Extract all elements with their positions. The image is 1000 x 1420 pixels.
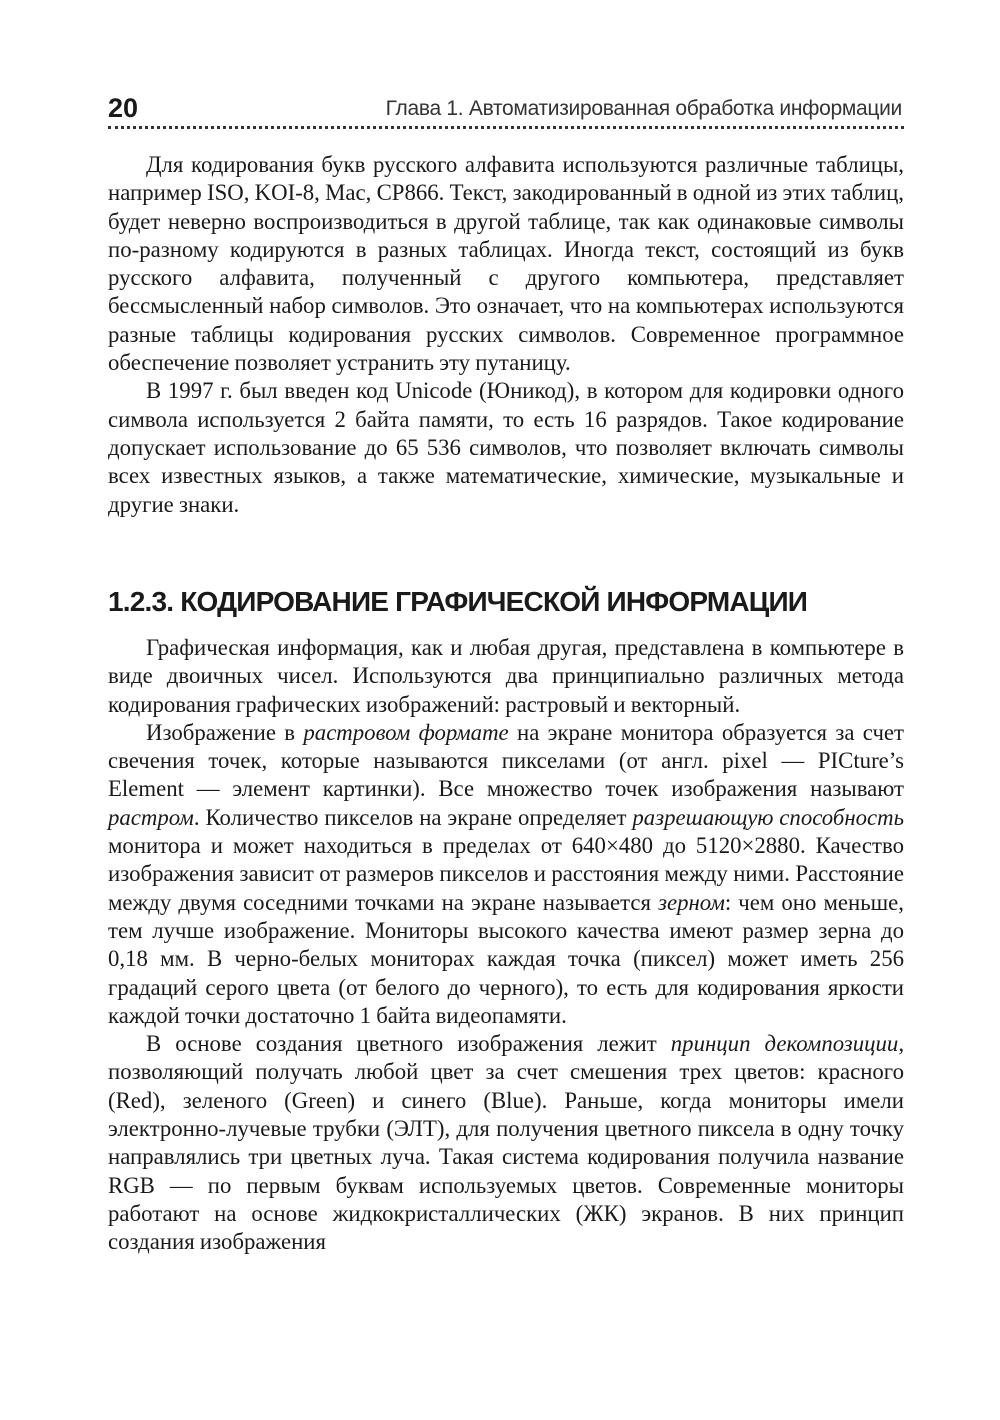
term-resolution: разрешающую способность <box>632 804 904 830</box>
paragraph-unicode: В 1997 г. был введен код Unicode (Юникод), в котором для кодировки одного символа используется 2 байта памяти, то есть 16 разрядов. Такое кодирование допускает использование до 65 536 символов, что позволяет включать символы всех известных языков, а также математические, химические, музыкальные и другие знаки. <box>108 378 904 517</box>
text-run: . Количество пикселов на экране определяет <box>193 804 633 830</box>
page-number: 20 <box>108 93 139 123</box>
text-run: на экране монитора образуется за счет свечения точек, которые называются пикселами (от англ. pixel — PICture’s Element — элемент картинки). Все множество точек изображения называют <box>108 719 904 802</box>
text-block-unicode <box>108 151 904 519</box>
term-decomposition: принцип декомпозиции <box>670 1031 899 1057</box>
paragraph-graphics-intro: Графическая информация, как и любая другая, представлена в компьютере в виде двоичных чисел. Используются два принципиально различных метода кодирования графических изображений: растровый и векторный. <box>108 635 904 717</box>
header-dotted-rule <box>108 126 904 129</box>
text-run: , позволяющий получать любой цвет за счет смешения трех цветов: красного (Red), зеленого (Green) и синего (Blue). Раньше, когда мониторы имели электронно-лучевые трубки (ЭЛТ), для получения цветного пиксела в одну точку направлялись три цветных луча. Такая система кодирования получила название RGB — по первым буквам используемых цветов. Современные мониторы работают на основе жидкокристаллических (ЖК) экранов. В них принцип создания изображения <box>108 1031 905 1255</box>
term-raster-format: растровом формате <box>303 719 509 745</box>
text-block-graphics <box>108 634 904 1257</box>
text-run: : чем оно меньше, тем лучше изображение. Мониторы высокого качества имеют размер зерна до 0,18 мм. В черно-белых мониторах каждая точка (пиксел) может иметь 256 градаций серого цвета (от белого до черного), то есть для кодирования яркости каждой точки достаточно 1 байта видеопамяти. <box>108 889 904 1028</box>
term-raster: растром <box>108 804 194 830</box>
text-run: монитора и может находиться в пределах от 640×480 до 5120×2880. Качество изображения зависит от размеров пикселов и расстояния между ними. Расстояние между двумя соседними точками на экране называется <box>108 833 904 915</box>
paragraph-raster <box>108 719 904 1030</box>
text-run: Изображение в <box>146 719 304 745</box>
paragraph-color <box>108 1030 904 1256</box>
text-run: В основе создания цветного изображения лежит <box>146 1031 671 1057</box>
section-heading: 1.2.3. КОДИРОВАНИЕ ГРАФИЧЕСКОЙ ИНФОРМАЦИИ <box>108 586 808 617</box>
page-header <box>108 92 904 132</box>
running-head: Глава 1. Автоматизированная обработка информации <box>385 97 902 120</box>
term-grain: зерном <box>658 889 725 915</box>
paragraph-encoding-tables: Для кодирования букв русского алфавита используются различные таблицы, например ISO, KOI-8, Mac, CP866. Текст, закодированный в одной из этих таблиц, будет неверно воспроизводиться в другой таблице, так как одинаковые символы по-разному кодируются в разных таблицах. Иногда текст, состоящий из букв русского алфавита, полученный с другого компьютера, представляет бессмысленный набор символов. Это означает, что на компьютерах используются разные таблицы кодирования русских символов. Современное программное обеспечение позволяет устранить эту путаницу. <box>108 152 904 376</box>
